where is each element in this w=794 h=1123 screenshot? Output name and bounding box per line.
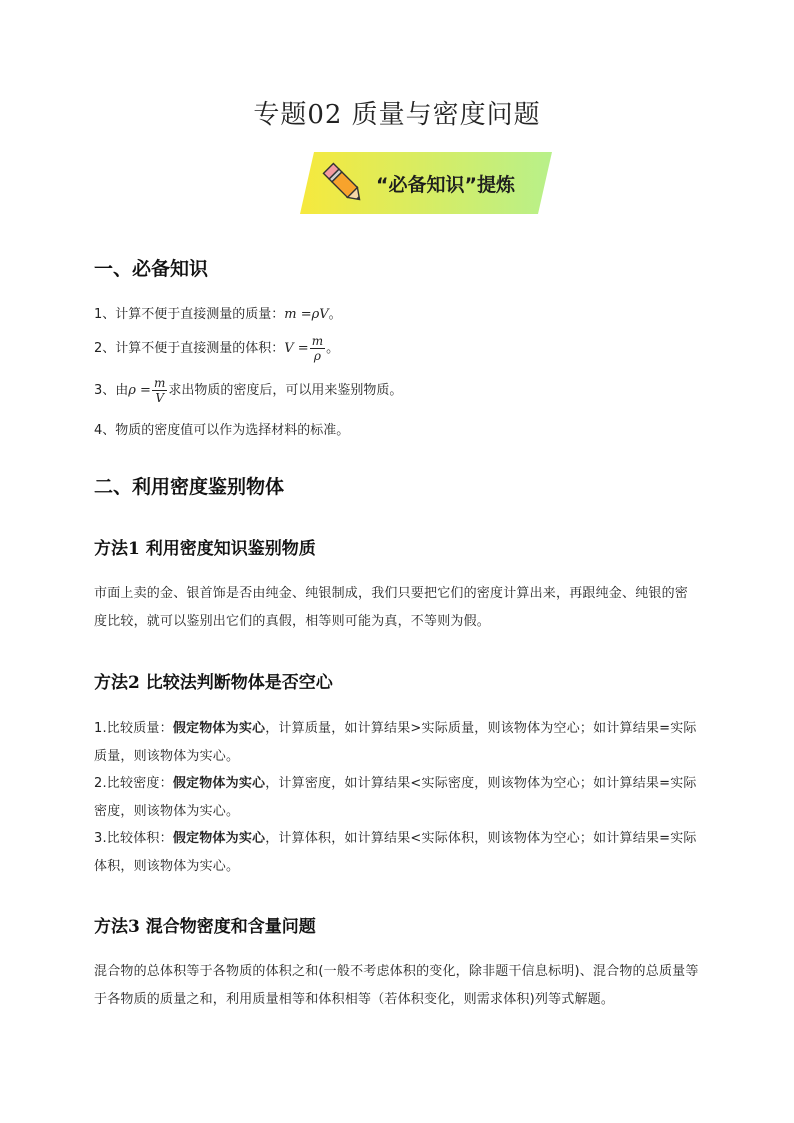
method-2-item-1: [94, 715, 700, 771]
item-label: 2.比较密度：: [94, 776, 173, 791]
fraction-denominator: V: [155, 391, 164, 405]
knowledge-item-3: [94, 376, 402, 405]
fraction-denominator: ρ: [313, 349, 321, 363]
item-suffix: 。: [328, 307, 342, 322]
knowledge-item-4: 4、物质的密度值可以作为选择材料的标准。: [94, 423, 350, 438]
section-heading-identify: 二、利用密度鉴别物体: [94, 476, 285, 498]
formula-fraction: [152, 376, 167, 405]
item-suffix: 。: [326, 341, 340, 356]
method-3-text: 混合物的总体积等于各物质的体积之和(一般不考虑体积的变化，除非题干信息标明)、混合物的总质量等于各物质的质量之和，利用质量相等和体积相等（若体积变化，则需求体积)列等式解题。: [94, 964, 699, 1007]
item-prefix: 3、由: [94, 383, 129, 398]
item-emphasis: 假定物体为实心: [172, 776, 266, 791]
pencil-icon: [322, 162, 366, 206]
knowledge-banner: [300, 150, 552, 216]
formula-mass: m =ρV: [284, 307, 329, 322]
item-text: ，计算质量，如计算结果>实际质量，则该物体为空心；如计算结果=实际质量，则该物体为实心。: [94, 721, 697, 764]
item-prefix: 1、计算不便于直接测量的质量：: [94, 307, 285, 322]
fraction-numerator: m: [311, 334, 324, 348]
item-label: 1.比较质量：: [94, 721, 173, 736]
section-heading-knowledge: 一、必备知识: [94, 258, 209, 280]
item-prefix: 2、计算不便于直接测量的体积：: [94, 341, 285, 356]
method-2-heading: 方法2 比较法判断物体是否空心: [94, 673, 333, 693]
fraction-numerator: m: [153, 376, 166, 390]
item-text: ，计算密度，如计算结果<实际密度，则该物体为空心；如计算结果=实际密度，则该物体为实心。: [94, 776, 697, 819]
formula-fraction: [310, 334, 325, 363]
item-text: ，计算体积，如计算结果<实际体积，则该物体为空心；如计算结果=实际体积，则该物体为实心。: [94, 831, 697, 874]
method-1-text: 市面上卖的金、银首饰是否由纯金、纯银制成，我们只要把它们的密度计算出来，再跟纯金、纯银的密度比较，就可以鉴别出它们的真假，相等则可能为真，不等则为假。: [94, 586, 689, 629]
knowledge-item-1: [94, 303, 342, 322]
formula-lhs: ρ =: [128, 383, 151, 398]
page-title: 专题02 质量与密度问题: [253, 100, 541, 130]
method-2-item-3: [94, 825, 700, 881]
item-suffix: 求出物质的密度后，可以用来鉴别物质。: [168, 383, 403, 398]
method-3-heading: 方法3 混合物密度和含量问题: [94, 917, 316, 937]
knowledge-item-2: [94, 334, 339, 363]
item-emphasis: 假定物体为实心: [172, 721, 266, 736]
formula-lhs: V =: [284, 341, 309, 356]
item-label: 3.比较体积：: [94, 831, 173, 846]
item-emphasis: 假定物体为实心: [172, 831, 266, 846]
method-1-heading: 方法1 利用密度知识鉴别物质: [94, 539, 316, 559]
method-2-item-2: [94, 770, 700, 826]
banner-text: “必备知识”提炼: [376, 174, 515, 196]
